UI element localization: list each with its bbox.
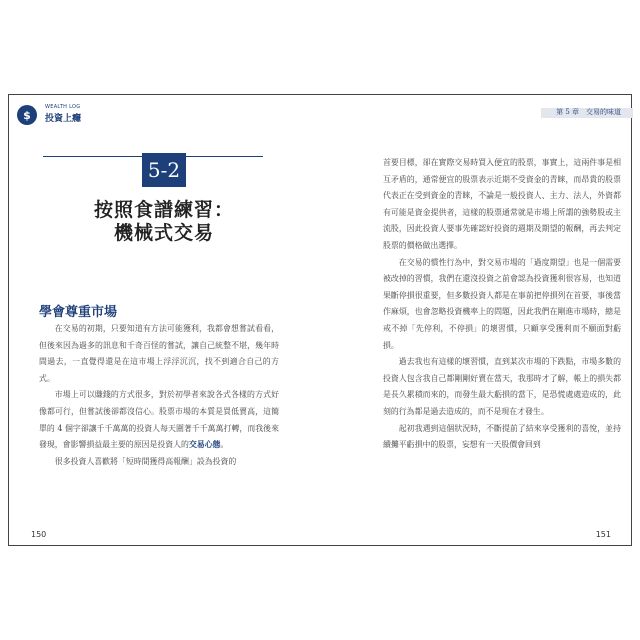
paragraph-text: 。 <box>220 440 229 450</box>
title-line-1: 按照食譜練習： <box>93 199 234 221</box>
paragraph: 過去我也有這樣的壞習慣，直到某次市場的下跌點，市場多數的投資人包含我自己都剛剛好賣在當天，我那時才了解，帳上的損失都是長久累積而來的，而發生最大虧損的當下，是恐慌處處造成的，此刻的行為都是過去造成的，而不是現在才發生。 <box>383 357 621 416</box>
brand-logo-icon: $ <box>17 105 37 125</box>
right-page <box>321 95 633 545</box>
paragraph <box>39 387 279 453</box>
book-spread <box>8 94 632 546</box>
title-line-2: 機械式交易 <box>113 222 214 244</box>
brand-name-zh: 投資上癮 <box>45 114 82 124</box>
page-number: 151 <box>595 530 611 539</box>
chapter-label: 第 5 章 交易的味道 <box>556 108 621 116</box>
paragraph: 很多投資人喜歡將「短時間獲得高報酬」設為投資的 <box>54 456 237 466</box>
left-page <box>9 95 321 545</box>
paragraph: 起初我遇到這個狀況時，不斷提前了結來享受獲利的喜悅，並持續攤平虧損中的股票，妄想有一天股價會回到 <box>383 423 621 450</box>
page-number: 150 <box>31 530 47 539</box>
paragraph-text: 市場上可以賺錢的方式很多，對於初學者來說各式各樣的方式好像都可行，但嘗試後卻都沒信心。股票市場的本質是買低賣高，這簡單的 4 個字卻讓千千萬萬的投資人每天圍著千千萬萬打轉，而我後來發現，會影響損益最主要的原因是投資人的 <box>39 390 279 450</box>
paragraph: 在交易的慣性行為中，對交易市場的「過度期望」也是一個需要被改掉的習慣，我們在還沒投資之前會認為投資獲利很容易，也知道果斷停損很重要，但多數投資人都是在事前把停損列在首要，事後當作麻煩，也會忽略投資機率上的問題，因此我們在剛進市場時，總是戒不掉「先停利，不停損」的壞習慣，只顧享受獲利而不願面對虧損。 <box>383 257 621 350</box>
brand-name-en: WEALTH LOG <box>45 104 81 110</box>
emphasis-text: 交易心態 <box>188 440 221 450</box>
paragraph: 首要目標，卻在實際交易時買入便宜的股票，事實上，這兩件事是相互矛盾的，通常便宜的股票表示近期不受資金的青睞，而昂貴的股票代表正在受到資金的青睞，不論是一般投資人、主力、法人，外資都有可能是資金提供者，這樣的股票通常就是市場上所謂的強勢股或主流股，因此投資人要事先確認好投資的週期及期望的報酬，再去判定股票的價格做出選擇。 <box>383 158 621 250</box>
right-body <box>383 155 621 454</box>
chapter-title <box>49 199 279 245</box>
subheading: 學會尊重市場 <box>39 305 118 320</box>
left-body <box>39 321 279 470</box>
paragraph: 在交易的初期，只要知道有方法可能獲利，我都會想嘗試看看，但後來因為過多的訊息和千奇百怪的嘗試，讓自己統整不堪，幾年時間過去，一直覺得還是在這市場上浮浮沉沉，找不到適合自己的方式。 <box>39 324 279 383</box>
section-number: 5-2 <box>142 153 186 187</box>
